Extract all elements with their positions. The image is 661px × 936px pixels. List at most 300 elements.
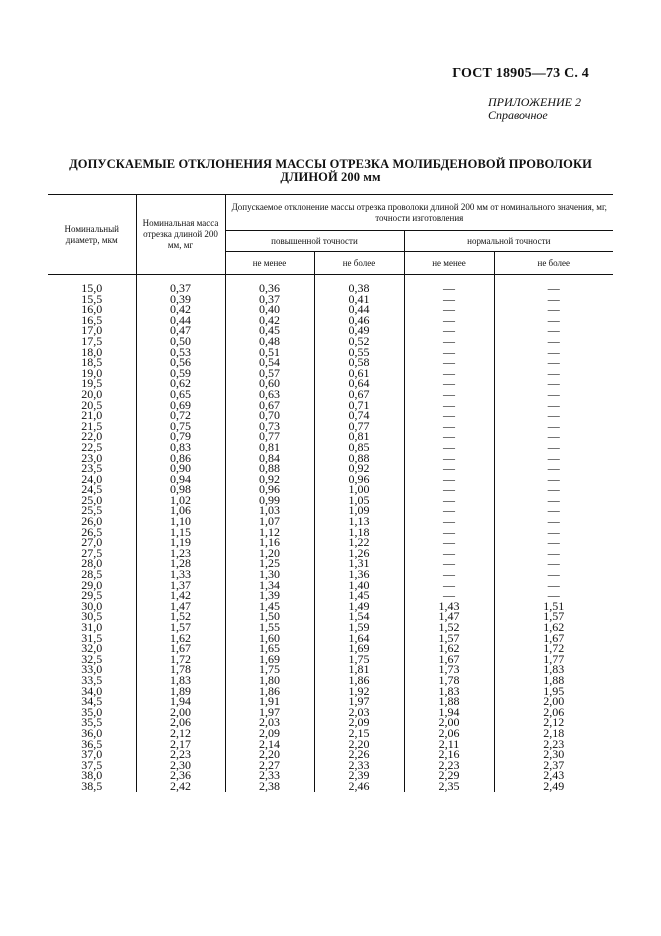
table-row (48, 622, 613, 633)
cell-high-not-less: 0,96 (225, 484, 314, 495)
cell-normal-not-more: — (494, 378, 613, 389)
cell-high-not-less: 1,65 (225, 643, 314, 654)
cell-normal-not-less: — (404, 421, 494, 432)
cell-nominal-mass: 0,98 (136, 484, 225, 495)
table-row (48, 474, 613, 485)
cell-high-not-more: 0,46 (314, 315, 404, 326)
table-title-line1: ДОПУСКАЕМЫЕ ОТКЛОНЕНИЯ МАССЫ ОТРЕЗКА МОЛИБДЕНОВОЙ ПРОВОЛОКИ (69, 157, 592, 171)
cell-nominal-mass: 1,94 (136, 696, 225, 707)
cell-nominal-mass: 2,00 (136, 707, 225, 718)
cell-diameter: 29,0 (81, 577, 103, 592)
cell-normal-not-less: — (404, 357, 494, 368)
cell-normal-not-less: 2,00 (404, 717, 494, 728)
table-row (48, 275, 613, 294)
cell-normal-not-less: — (404, 453, 494, 464)
cell-normal-not-less: 2,11 (404, 739, 494, 750)
cell-nominal-mass: 1,23 (136, 548, 225, 559)
cell-high-not-less: 2,20 (225, 749, 314, 760)
cell-high-not-less: 0,51 (225, 347, 314, 358)
cell-high-not-less: 1,03 (225, 505, 314, 516)
cell-normal-not-more: — (494, 590, 613, 601)
cell-nominal-mass: 0,56 (136, 357, 225, 368)
cell-nominal-mass: 0,86 (136, 453, 225, 464)
cell-nominal-mass: 1,33 (136, 569, 225, 580)
cell-normal-not-less: 1,94 (404, 707, 494, 718)
header-high-accuracy: повышенной точности (225, 231, 404, 252)
cell-normal-not-more: 1,51 (494, 601, 613, 612)
table-row (48, 304, 613, 315)
cell-diameter: 38,0 (81, 768, 103, 783)
table-row (48, 505, 613, 516)
cell-diameter: 33,5 (81, 672, 103, 687)
cell-high-not-more: 1,40 (314, 580, 404, 591)
cell-normal-not-less: 2,23 (404, 760, 494, 771)
cell-normal-not-more: 1,83 (494, 664, 613, 675)
cell-normal-not-more: 2,18 (494, 728, 613, 739)
cell-normal-not-more: — (494, 516, 613, 527)
cell-normal-not-less: 2,16 (404, 749, 494, 760)
cell-high-not-less: 1,39 (225, 590, 314, 601)
cell-normal-not-less: — (404, 368, 494, 379)
header-normal-not-less: не менее (404, 252, 494, 275)
cell-nominal-mass: 1,62 (136, 633, 225, 644)
table-row (48, 558, 613, 569)
cell-high-not-less: 0,37 (225, 294, 314, 305)
cell-diameter: 32,0 (81, 641, 103, 656)
cell-normal-not-more: 2,43 (494, 770, 613, 781)
cell-high-not-less: 0,40 (225, 304, 314, 315)
header-diameter: Номинальный диаметр, мкм (48, 195, 136, 275)
table-row (48, 590, 613, 601)
cell-diameter: 23,0 (81, 450, 103, 465)
cell-nominal-mass: 1,83 (136, 675, 225, 686)
table-row (48, 537, 613, 548)
cell-normal-not-more: — (494, 347, 613, 358)
cell-high-not-less: 1,80 (225, 675, 314, 686)
cell-diameter: 24,0 (81, 471, 103, 486)
cell-high-not-less: 0,81 (225, 442, 314, 453)
cell-diameter: 25,0 (81, 492, 103, 507)
table-row (48, 389, 613, 400)
cell-high-not-more: 0,55 (314, 347, 404, 358)
cell-high-not-more: 0,41 (314, 294, 404, 305)
cell-diameter: 31,5 (81, 630, 103, 645)
cell-diameter: 30,0 (81, 598, 103, 613)
table-row (48, 315, 613, 326)
cell-nominal-mass: 0,62 (136, 378, 225, 389)
cell-normal-not-more: — (494, 474, 613, 485)
table-title (50, 158, 611, 184)
cell-high-not-less: 1,30 (225, 569, 314, 580)
appendix-label (488, 96, 581, 122)
cell-high-not-less: 2,27 (225, 760, 314, 771)
table-row (48, 336, 613, 347)
cell-high-not-more: 0,71 (314, 400, 404, 411)
cell-diameter: 30,5 (81, 609, 103, 624)
cell-diameter: 19,0 (81, 365, 103, 380)
cell-high-not-more: 0,81 (314, 431, 404, 442)
cell-normal-not-more: 2,30 (494, 749, 613, 760)
cell-high-not-less: 0,70 (225, 410, 314, 421)
cell-nominal-mass: 2,42 (136, 781, 225, 792)
cell-nominal-mass: 2,06 (136, 717, 225, 728)
cell-high-not-more: 0,96 (314, 474, 404, 485)
cell-high-not-less: 2,33 (225, 770, 314, 781)
cell-high-not-more: 1,22 (314, 537, 404, 548)
cell-diameter: 33,0 (81, 662, 103, 677)
cell-nominal-mass: 0,44 (136, 315, 225, 326)
cell-normal-not-less: 2,06 (404, 728, 494, 739)
cell-diameter: 22,5 (81, 439, 103, 454)
cell-high-not-more: 1,75 (314, 654, 404, 665)
cell-normal-not-less: — (404, 548, 494, 559)
cell-high-not-less: 2,09 (225, 728, 314, 739)
table-row (48, 463, 613, 474)
table-row (48, 686, 613, 697)
table-row (48, 739, 613, 750)
cell-normal-not-more: 2,37 (494, 760, 613, 771)
cell-nominal-mass: 0,94 (136, 474, 225, 485)
cell-high-not-less: 1,07 (225, 516, 314, 527)
table-row (48, 611, 613, 622)
table-row (48, 696, 613, 707)
cell-normal-not-more: — (494, 357, 613, 368)
cell-high-not-less: 1,60 (225, 633, 314, 644)
table-body (48, 275, 613, 792)
cell-diameter: 20,5 (81, 397, 103, 412)
table-row (48, 654, 613, 665)
cell-normal-not-less: 1,47 (404, 611, 494, 622)
appendix-subtitle: Справочное (488, 108, 548, 122)
cell-normal-not-more: 1,72 (494, 643, 613, 654)
cell-diameter: 31,0 (81, 620, 103, 634)
cell-high-not-less: 1,16 (225, 537, 314, 548)
cell-nominal-mass: 1,57 (136, 622, 225, 633)
cell-high-not-less: 1,34 (225, 580, 314, 591)
cell-diameter: 16,0 (81, 302, 103, 317)
cell-diameter: 27,0 (81, 535, 103, 550)
cell-high-not-less: 0,36 (225, 275, 314, 294)
cell-nominal-mass: 0,79 (136, 431, 225, 442)
cell-high-not-more: 1,00 (314, 484, 404, 495)
cell-high-not-less: 1,75 (225, 664, 314, 675)
cell-high-not-less: 0,48 (225, 336, 314, 347)
cell-normal-not-less: — (404, 516, 494, 527)
cell-high-not-less: 0,42 (225, 315, 314, 326)
cell-normal-not-less: 1,43 (404, 601, 494, 612)
cell-normal-not-more: — (494, 368, 613, 379)
cell-normal-not-less: — (404, 378, 494, 389)
cell-normal-not-less: — (404, 537, 494, 548)
cell-high-not-less: 1,55 (225, 622, 314, 633)
cell-normal-not-less: — (404, 463, 494, 474)
cell-normal-not-more: — (494, 484, 613, 495)
cell-normal-not-less: — (404, 336, 494, 347)
cell-diameter: 26,5 (81, 524, 103, 539)
cell-high-not-less: 0,92 (225, 474, 314, 485)
cell-high-not-less: 1,25 (225, 558, 314, 569)
cell-diameter: 16,5 (81, 312, 103, 327)
cell-high-not-more: 1,92 (314, 686, 404, 697)
cell-normal-not-more: 2,06 (494, 707, 613, 718)
cell-diameter: 32,5 (81, 651, 103, 666)
table-row (48, 325, 613, 336)
cell-diameter: 15,5 (81, 291, 103, 306)
table-row (48, 400, 613, 411)
cell-diameter: 29,5 (81, 588, 103, 603)
cell-normal-not-more: 1,88 (494, 675, 613, 686)
cell-normal-not-less: — (404, 275, 494, 294)
cell-nominal-mass: 0,90 (136, 463, 225, 474)
cell-high-not-more: 0,85 (314, 442, 404, 453)
cell-normal-not-less: — (404, 431, 494, 442)
cell-normal-not-less: 1,57 (404, 633, 494, 644)
cell-nominal-mass: 2,36 (136, 770, 225, 781)
cell-diameter: 15,0 (81, 281, 103, 295)
cell-diameter: 18,0 (81, 344, 103, 359)
cell-normal-not-less: — (404, 410, 494, 421)
table-row (48, 516, 613, 527)
cell-normal-not-more: — (494, 442, 613, 453)
cell-diameter: 27,5 (81, 545, 103, 560)
cell-normal-not-less: — (404, 569, 494, 580)
cell-high-not-less: 0,73 (225, 421, 314, 432)
cell-high-not-less: 1,50 (225, 611, 314, 622)
cell-normal-not-less: — (404, 495, 494, 506)
cell-diameter: 22,0 (81, 429, 103, 444)
cell-normal-not-less: — (404, 389, 494, 400)
cell-normal-not-more: 2,00 (494, 696, 613, 707)
cell-high-not-less: 2,03 (225, 717, 314, 728)
cell-nominal-mass: 2,30 (136, 760, 225, 771)
cell-high-not-more: 0,74 (314, 410, 404, 421)
cell-high-not-less: 0,67 (225, 400, 314, 411)
cell-high-not-less: 2,14 (225, 739, 314, 750)
cell-normal-not-less: 2,29 (404, 770, 494, 781)
cell-normal-not-more: — (494, 558, 613, 569)
table-row (48, 410, 613, 421)
cell-normal-not-less: 1,52 (404, 622, 494, 633)
table-row (48, 484, 613, 495)
cell-high-not-more: 1,59 (314, 622, 404, 633)
table-row (48, 431, 613, 442)
cell-normal-not-more: — (494, 580, 613, 591)
cell-normal-not-less: — (404, 484, 494, 495)
cell-normal-not-less: 1,73 (404, 664, 494, 675)
cell-normal-not-more: — (494, 569, 613, 580)
cell-high-not-more: 2,39 (314, 770, 404, 781)
cell-high-not-more: 0,44 (314, 304, 404, 315)
cell-high-not-more: 1,36 (314, 569, 404, 580)
cell-normal-not-less: — (404, 558, 494, 569)
cell-normal-not-more: 2,49 (494, 781, 613, 792)
cell-nominal-mass: 0,42 (136, 304, 225, 315)
cell-nominal-mass: 1,37 (136, 580, 225, 591)
cell-diameter: 24,5 (81, 482, 103, 497)
cell-high-not-more: 2,09 (314, 717, 404, 728)
cell-normal-not-less: — (404, 400, 494, 411)
cell-nominal-mass: 1,19 (136, 537, 225, 548)
cell-nominal-mass: 1,15 (136, 527, 225, 538)
table-row (48, 421, 613, 432)
cell-normal-not-more: — (494, 336, 613, 347)
cell-normal-not-less: 1,88 (404, 696, 494, 707)
cell-high-not-more: 0,64 (314, 378, 404, 389)
cell-normal-not-less: — (404, 580, 494, 591)
cell-diameter: 35,0 (81, 704, 103, 719)
cell-diameter: 37,0 (81, 747, 103, 762)
header-normal-accuracy: нормальной точности (404, 231, 613, 252)
cell-high-not-less: 0,99 (225, 495, 314, 506)
cell-normal-not-more: — (494, 431, 613, 442)
header-normal-not-more: не более (494, 252, 613, 275)
cell-diameter: 18,5 (81, 355, 103, 370)
cell-normal-not-more: — (494, 325, 613, 336)
cell-normal-not-less: — (404, 347, 494, 358)
header-deviation: Допускаемое отклонение массы отрезка проволоки длиной 200 мм от номинального значения, мг, точности изготовления (225, 195, 613, 231)
cell-normal-not-more: — (494, 400, 613, 411)
cell-normal-not-less: — (404, 294, 494, 305)
table-row (48, 580, 613, 591)
cell-normal-not-more: — (494, 421, 613, 432)
cell-nominal-mass: 0,50 (136, 336, 225, 347)
cell-normal-not-more: — (494, 527, 613, 538)
cell-normal-not-less: — (404, 304, 494, 315)
table-row (48, 749, 613, 760)
cell-nominal-mass: 1,10 (136, 516, 225, 527)
cell-diameter: 21,5 (81, 418, 103, 433)
cell-diameter: 38,5 (81, 778, 103, 793)
cell-normal-not-less: — (404, 474, 494, 485)
cell-normal-not-more: — (494, 410, 613, 421)
cell-high-not-more: 0,61 (314, 368, 404, 379)
cell-high-not-more: 1,13 (314, 516, 404, 527)
cell-nominal-mass: 1,47 (136, 601, 225, 612)
cell-diameter: 17,5 (81, 333, 103, 348)
header-high-not-less: не менее (225, 252, 314, 275)
cell-normal-not-more: 1,67 (494, 633, 613, 644)
cell-high-not-less: 0,88 (225, 463, 314, 474)
cell-diameter: 17,0 (81, 323, 103, 338)
table-row (48, 760, 613, 771)
table-row (48, 368, 613, 379)
cell-normal-not-more: — (494, 389, 613, 400)
cell-high-not-more: 2,26 (314, 749, 404, 760)
table-title-line2: ДЛИНОЙ 200 мм (280, 170, 381, 184)
cell-normal-not-more: 2,23 (494, 739, 613, 750)
cell-high-not-more: 1,69 (314, 643, 404, 654)
cell-high-not-more: 1,86 (314, 675, 404, 686)
cell-nominal-mass: 0,39 (136, 294, 225, 305)
cell-nominal-mass: 1,42 (136, 590, 225, 601)
cell-high-not-more: 1,54 (314, 611, 404, 622)
cell-diameter: 36,5 (81, 736, 103, 751)
cell-nominal-mass: 1,78 (136, 664, 225, 675)
page-header: ГОСТ 18905—73 С. 4 (452, 66, 589, 81)
cell-high-not-more: 1,64 (314, 633, 404, 644)
cell-nominal-mass: 1,02 (136, 495, 225, 506)
cell-high-not-more: 1,26 (314, 548, 404, 559)
header-high-not-more: не более (314, 252, 404, 275)
cell-high-not-more: 0,88 (314, 453, 404, 464)
cell-normal-not-more: 2,12 (494, 717, 613, 728)
table-row (48, 664, 613, 675)
cell-normal-not-less: — (404, 527, 494, 538)
cell-nominal-mass: 0,72 (136, 410, 225, 421)
table-row (48, 294, 613, 305)
cell-normal-not-more: — (494, 495, 613, 506)
cell-high-not-more: 0,92 (314, 463, 404, 474)
cell-high-not-more: 1,49 (314, 601, 404, 612)
cell-nominal-mass: 0,47 (136, 325, 225, 336)
cell-normal-not-more: — (494, 294, 613, 305)
cell-high-not-less: 0,60 (225, 378, 314, 389)
cell-diameter: 20,0 (81, 386, 103, 401)
cell-high-not-more: 1,05 (314, 495, 404, 506)
table-row (48, 453, 613, 464)
deviation-table (48, 194, 613, 792)
cell-diameter: 36,0 (81, 725, 103, 740)
cell-normal-not-less: 2,35 (404, 781, 494, 792)
cell-diameter: 23,5 (81, 461, 103, 476)
cell-normal-not-less: 1,78 (404, 675, 494, 686)
cell-nominal-mass: 0,59 (136, 368, 225, 379)
cell-nominal-mass: 0,83 (136, 442, 225, 453)
cell-high-not-less: 0,57 (225, 368, 314, 379)
table-row (48, 357, 613, 368)
cell-high-not-less: 0,45 (225, 325, 314, 336)
cell-high-not-more: 0,52 (314, 336, 404, 347)
cell-high-not-more: 2,20 (314, 739, 404, 750)
cell-nominal-mass: 2,23 (136, 749, 225, 760)
cell-normal-not-more: 1,62 (494, 622, 613, 633)
table-row (48, 601, 613, 612)
cell-high-not-less: 1,91 (225, 696, 314, 707)
cell-high-not-more: 1,31 (314, 558, 404, 569)
cell-nominal-mass: 1,89 (136, 686, 225, 697)
cell-high-not-less: 0,63 (225, 389, 314, 400)
cell-normal-not-more: — (494, 453, 613, 464)
table-row (48, 717, 613, 728)
cell-normal-not-more: — (494, 463, 613, 474)
cell-high-not-more: 1,97 (314, 696, 404, 707)
cell-nominal-mass: 1,06 (136, 505, 225, 516)
cell-nominal-mass: 0,65 (136, 389, 225, 400)
header-nominal-mass: Номинальная масса отрезка длиной 200 мм, мг (136, 195, 225, 275)
cell-high-not-more: 0,58 (314, 357, 404, 368)
table-row (48, 770, 613, 781)
table-row (48, 442, 613, 453)
cell-high-not-less: 1,20 (225, 548, 314, 559)
cell-diameter: 35,5 (81, 715, 103, 730)
cell-diameter: 37,5 (81, 757, 103, 772)
cell-diameter: 28,5 (81, 567, 103, 582)
cell-diameter: 34,0 (81, 683, 103, 698)
cell-high-not-more: 0,38 (314, 275, 404, 294)
table-row (48, 495, 613, 506)
cell-normal-not-more: 1,95 (494, 686, 613, 697)
cell-nominal-mass: 1,52 (136, 611, 225, 622)
cell-normal-not-more: — (494, 548, 613, 559)
cell-normal-not-less: — (404, 505, 494, 516)
cell-diameter: 28,0 (81, 556, 103, 571)
cell-high-not-less: 1,69 (225, 654, 314, 665)
cell-diameter: 19,5 (81, 376, 103, 391)
cell-high-not-less: 2,38 (225, 781, 314, 792)
cell-nominal-mass: 2,17 (136, 739, 225, 750)
table-row (48, 548, 613, 559)
table-row (48, 707, 613, 718)
